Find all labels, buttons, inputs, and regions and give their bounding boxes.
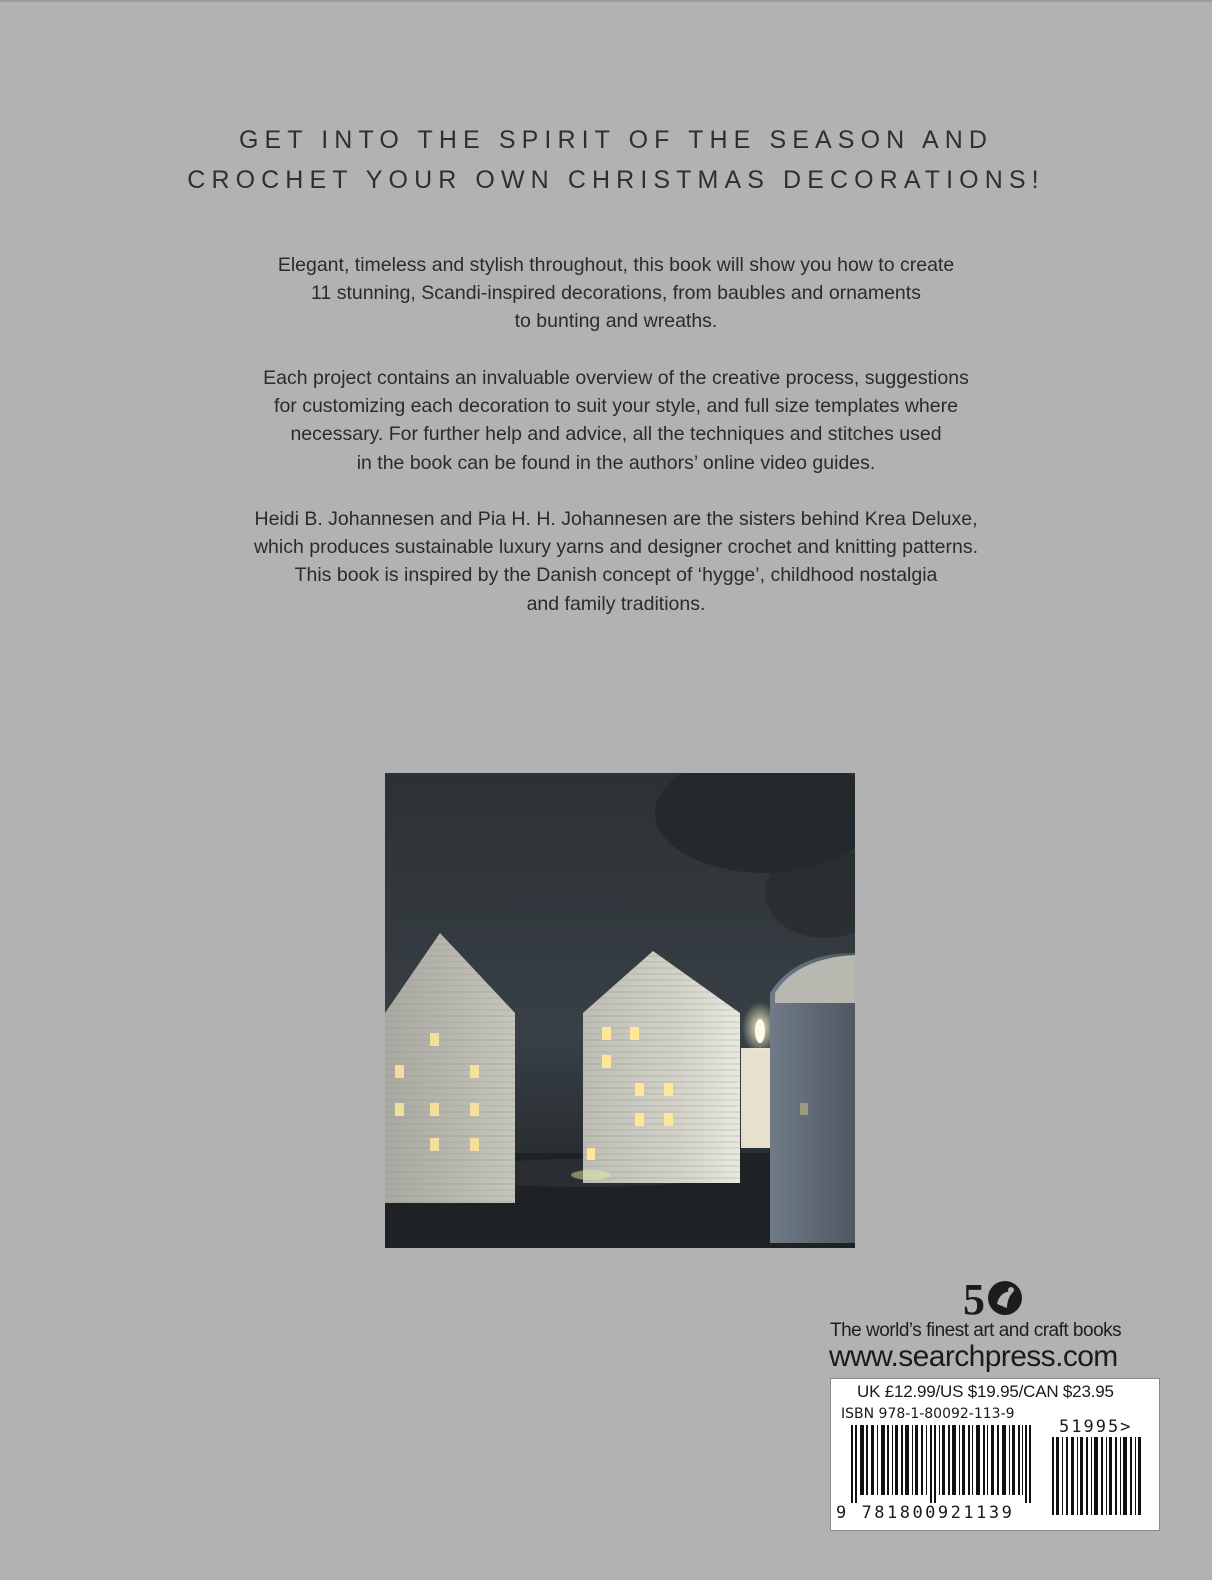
- ean-barcode-icon: [851, 1425, 1031, 1503]
- crocheted-houses-photo: [385, 773, 855, 1248]
- 50th-anniversary-logo-icon: [963, 1276, 1031, 1318]
- blurb-line: to bunting and wreaths.: [514, 310, 718, 333]
- ean-right-digits: 921139: [937, 1503, 1015, 1523]
- blurb-line: in the book can be found in the authors’ online video guides.: [356, 451, 876, 474]
- blurb-paragraph-3: [0, 505, 1212, 618]
- addon-barcode-icon: [1052, 1437, 1144, 1515]
- blurb-line: This book is inspired by the Danish concept of ‘hygge’, childhood nostalgia: [294, 564, 938, 587]
- blurb-line: Each project contains an invaluable overview of the creative process, suggestions: [263, 367, 969, 389]
- ean-left-digits: 781800: [861, 1503, 938, 1523]
- blurb-line: which produces sustainable luxury yarns and designer crochet and knitting patterns.: [253, 536, 979, 559]
- addon-code: 51995>: [1059, 1417, 1133, 1437]
- blurb-paragraph-2: [0, 364, 1212, 477]
- headline-line-1: GET INTO THE SPIRIT OF THE SEASON AND: [238, 126, 994, 154]
- headline-line-2: CROCHET YOUR OWN CHRISTMAS DECORATIONS!: [187, 166, 1045, 194]
- publisher-website: www.searchpress.com: [829, 1340, 1118, 1373]
- isbn-text: ISBN 978-1-80092-113-9: [841, 1406, 1015, 1422]
- headline: [0, 120, 1212, 200]
- blurb-line: 11 stunning, Scandi-inspired decorations, from baubles and ornaments: [311, 282, 921, 305]
- blurb-line: Elegant, timeless and stylish throughout, this book will show you how to create: [277, 254, 955, 276]
- blurb-line: for customizing each decoration to suit your style, and full size templates where: [274, 395, 958, 418]
- barcode-box: [830, 1378, 1160, 1531]
- ean-first-digit: 9: [836, 1503, 849, 1523]
- blurb-line: necessary. For further help and advice, all the techniques and stitches used: [290, 423, 942, 446]
- blurb-paragraph-1: [0, 251, 1212, 336]
- publisher-tagline: The world’s finest art and craft books: [830, 1320, 1122, 1341]
- svg-text:5: 5: [963, 1276, 985, 1318]
- blurb-line: and family traditions.: [526, 592, 706, 615]
- blurb-line: Heidi B. Johannesen and Pia H. H. Johannesen are the sisters behind Krea Deluxe,: [254, 508, 978, 530]
- price-text: UK £12.99/US $19.95/CAN $23.95: [857, 1382, 1114, 1401]
- ean-digits: [836, 1503, 1014, 1523]
